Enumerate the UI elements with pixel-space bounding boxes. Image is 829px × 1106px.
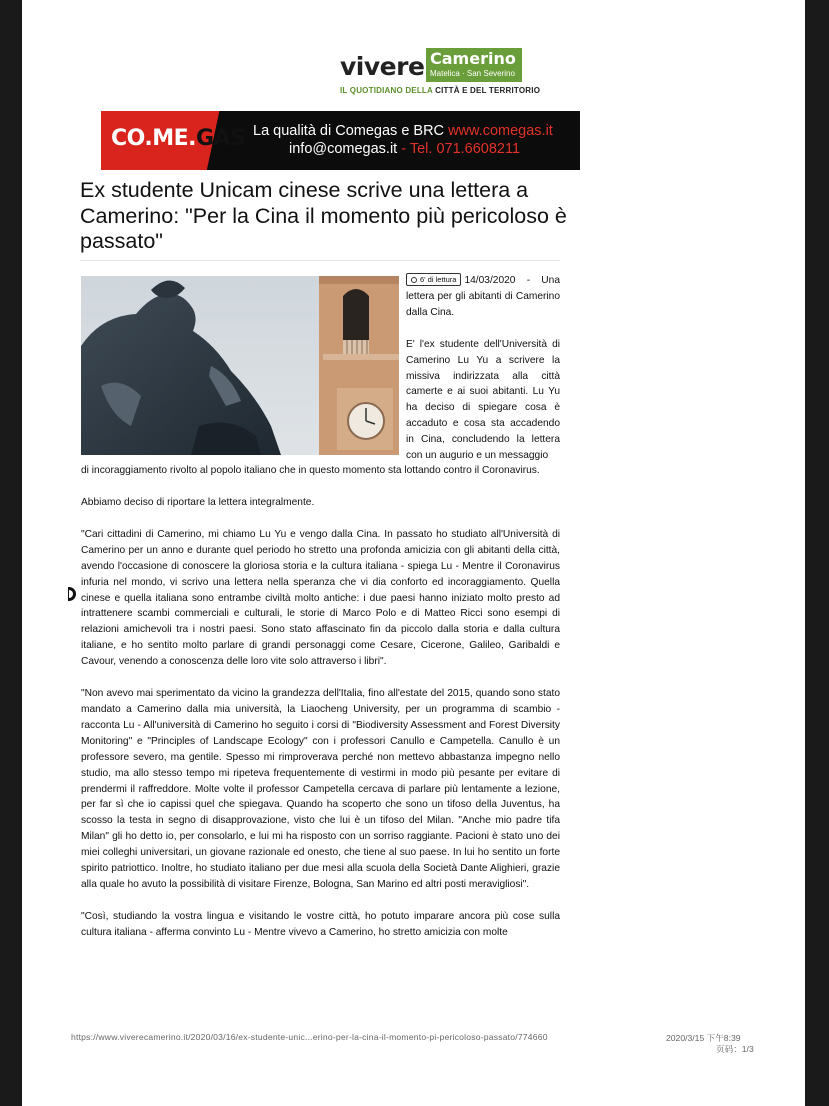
logo-city: Camerino	[430, 49, 516, 68]
article-date: 14/03/2020	[464, 275, 516, 286]
article-paragraph: "Non avevo mai sperimentato da vicino la grandezza dell'Italia, fino all'estate del 2015, quando sono stato mandato a Camerino dalla mia università, la Liaocheng University, per un programma di scambio - racconta Lu - All'università di Camerino ho seguito i corsi di "Biodiversity Assessment and Forest Diversity Monitoring" e "Principles of Landscape Ecology" con i professori Canullo e Campetella. Canullo è un professore severo, ma gentile. Spesso mi rimproverava perché non mettevo abbastanza impegno nello studio, ma allo stesso tempo mi ripeteva frequentemente di vestirmi in modo più pesante per evitare di prendermi il raffreddore. Molte volte il professor Campetella cercava di parlare più lentamente a lezione, per far sì che io capissi quel che spiegava. Quando ha scoperto che sono un tifoso della Juventus, ha scosso la testa in segno di disapprovazione, visto che lui è un tifoso del Milan. "Anche mio padre tifa Milan" gli ho detto io, per consolarlo, e lui mi ha risposto con un sorriso raggiante. Pacioni è stato uno dei miei colleghi universitari, un giovane razionale ed onesto, che tiene al suo paese. In lui ho sentito un forte spirito patriottico. Inoltre, ho studiato italiano per due mesi alla scuola della Società Dante Alighieri, grazie alla quale ho avuto la possibilità di visitare Firenze, Bologna, San Marino ed altri posti meravigliosi".	[81, 688, 560, 890]
article-photo	[81, 276, 399, 455]
site-tagline: IL QUOTIDIANO DELLA CITTÀ E DEL TERRITORIO	[340, 86, 541, 95]
comegas-logo: CO.ME.GAS	[111, 126, 246, 151]
banner-line-2: info@comegas.it - Tel. 071.6608211	[289, 141, 521, 157]
print-page	[22, 0, 805, 1106]
reading-time-badge: 6' di lettura	[406, 273, 461, 286]
article-intro-column	[406, 273, 560, 480]
ad-banner[interactable]	[101, 111, 580, 170]
side-scroll-handle[interactable]	[68, 587, 76, 601]
logo-word: vivere	[340, 52, 425, 81]
article-intro-continued: di incoraggiamento rivolto al popolo italiano che in questo momento sta lottando contro il Coronavirus.	[81, 465, 540, 476]
article-intro: E' l'ex studente dell'Università di Camerino Lu Yu a scrivere la missiva indirizzata alla città camerte e ai suoi abitanti. Lu Yu ha deciso di spiegare cosa è accaduto e cosa sta accadendo in Cina, concludendo la lettera con un augurio e un messaggio	[406, 338, 560, 462]
article-lead: - Una lettera per gli abitanti di Camerino dalla Cina.	[406, 275, 560, 318]
banner-link: www.comegas.it	[448, 123, 553, 139]
article-title: Ex studente Unicam cinese scrive una lettera a Camerino: "Per la Cina il momento più pericoloso è passato"	[80, 178, 567, 253]
article-paragraph: "Cari cittadini di Camerino, mi chiamo Lu Yu e vengo dalla Cina. In passato ho studiato all'Università di Camerino per un anno e durante quel periodo ho stretto una profonda amicizia con gli abitanti della città, avendo l'occasione di conoscere la gloriosa storia e la cultura italiana - spiega Lu - Mentre il Coronavirus infuria nel mondo, vi scrivo una lettera nella speranza che vi dia conforto ed incoraggiamento. Quella cinese e quella italiana sono entrambe civiltà molto antiche: i due paesi hanno iniziato molto presto ad intrattenere scambi commerciali e culturali, le storie di Marco Polo e di Matteo Ricci sono esempi di relazioni amichevoli tra i nostri paesi. Sono stato affascinato fin da piccolo dalla storia e dalla cultura italiane, e ho sentito molto parlare di grandi personaggi come Cesare, Cicerone, Galileo, Garibaldi e Cavour, venendo a conoscenza delle loro vite solo attraverso i libri".	[81, 528, 560, 668]
banner-phone: - Tel. 071.6608211	[401, 141, 521, 157]
footer-datetime: 2020/3/15 下午8:39	[666, 1033, 741, 1043]
title-divider	[80, 260, 560, 261]
clock-icon	[411, 277, 417, 283]
article-paragraph: "Così, studiando la vostra lingua e visitando le vostre città, ho potuto imparare ancora più cose sulla cultura italiana - afferma convinto Lu - Mentre vivevo a Camerino, ho stretto amicizia con molte	[81, 910, 560, 938]
banner-line-1: La qualità di Comegas e BRC www.comegas.it	[253, 123, 553, 139]
article-meta	[406, 273, 560, 321]
footer-url: https://www.viverecamerino.it/2020/03/16/ex-studente-unic...erino-per-la-cina-il-momento-pi-pericoloso-passato/774660	[71, 1032, 548, 1042]
logo-city-box	[426, 48, 522, 82]
footer-page-number: 页码：1/3	[716, 1044, 754, 1054]
logo-towns: Matelica · San Severino	[430, 69, 515, 78]
article-body	[81, 495, 560, 957]
article-paragraph: Abbiamo deciso di riportare la lettera integralmente.	[81, 497, 315, 508]
